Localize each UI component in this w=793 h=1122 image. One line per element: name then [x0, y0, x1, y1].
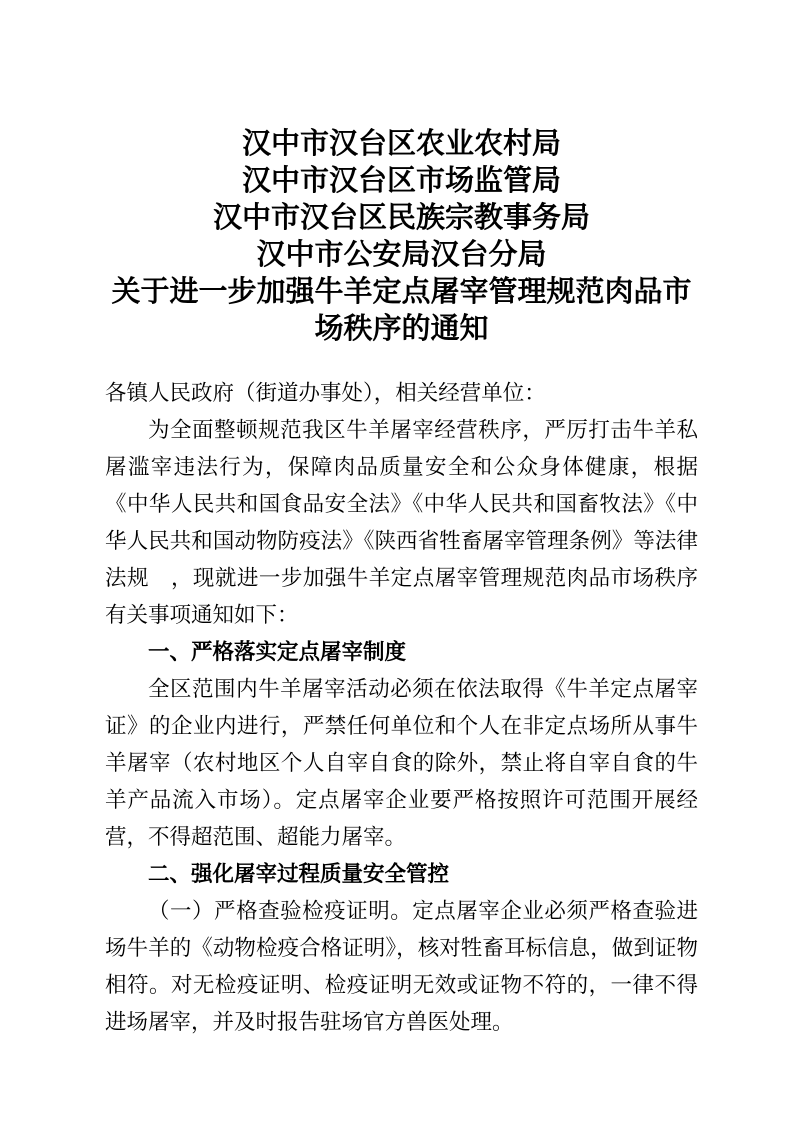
document-body [105, 375, 698, 1041]
org-line: 汉中市汉台区市场监管局 [241, 165, 561, 197]
section-heading: 一、严格落实定点屠宰制度 [148, 640, 407, 664]
document-title: 关于进一步加强牛羊定点屠宰管理规范肉品市场秩序的通知 [111, 276, 692, 345]
salutation: 各镇人民政府（街道办事处），相关经营单位： [105, 381, 546, 405]
org-line: 汉中市汉台区民族宗教事务局 [212, 202, 590, 234]
org-line: 汉中市公安局汉台分局 [256, 239, 547, 271]
org-line: 汉中市汉台区农业农村局 [241, 128, 561, 160]
body-paragraph: 全区范围内牛羊屠宰活动必须在依法取得《牛羊定点屠宰证》的企业内进行，严禁任何单位和个人在非定点场所从事牛羊屠宰（农村地区个人自宰自食的除外，禁止将自宰自食的牛羊产品流入市场）。定点屠宰企业要严格按照许可范围开展经营，不得超范围、超能力屠宰。 [105, 677, 698, 849]
body-paragraph: 为全面整顿规范我区牛羊屠宰经营秩序，严厉打击牛羊私屠滥宰违法行为，保障肉品质量安全和公众身体健康，根据《中华人民共和国食品安全法》《中华人民共和国畜牧法》《中华人民共和国动物防疫法》《陕西省牲畜屠宰管理条例》等法律法规 ，现就进一步加强牛羊定点屠宰管理规范肉品市场秩序有关事项通知如下： [105, 418, 698, 627]
document-header [105, 126, 698, 348]
paragraphs-container [105, 412, 698, 1041]
body-paragraph: （一）严格查验检疫证明。定点屠宰企业必须严格查验进场牛羊的《动物检疫合格证明》，核对牲畜耳标信息，做到证物相符。对无检疫证明、检疫证明无效或证物不符的，一律不得进场屠宰，并及时报告驻场官方兽医处理。 [105, 899, 698, 1034]
section-heading: 二、强化屠宰过程质量安全管控 [148, 862, 450, 886]
issuing-orgs [105, 126, 698, 274]
